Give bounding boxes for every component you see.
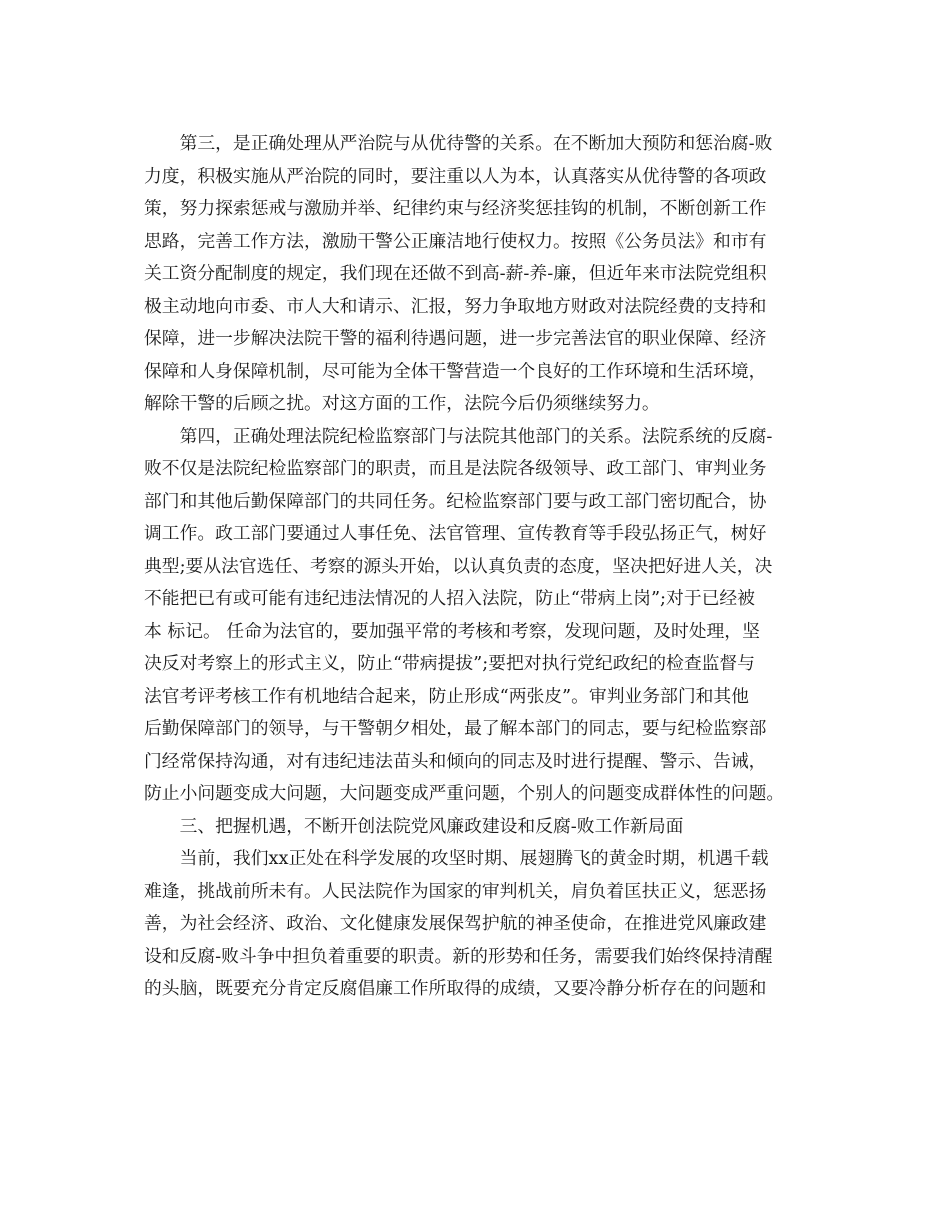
text-line-13: 调工作。政工部门要通过人事任免、法官管理、宣传教育等手段弘扬正气，树好	[144, 523, 767, 544]
text-line-18: 法官考评考核工作有机地结合起来，防止形成“两张皮”。审判业务部门和其他	[144, 685, 749, 707]
text-line-15: 不能把已有或可能有违纪违法情况的人招入法院，防止“带病上岗”;对于已经被	[144, 588, 755, 609]
text-line-2: 力度，积极实施从严治院的同时，要注重以人为本，认真落实从优待警的各项政	[144, 165, 767, 187]
text-line-24: 难逢，挑战前所未有。人民法院作为国家的审判机关，肩负着匡扶正义，惩恶扬	[144, 880, 767, 902]
text-line-16: 本 标记。 任命为法官的，要加强平常的考核和考察，发现问题，及时处理，坚	[144, 620, 760, 642]
text-line-21: 防止小问题变成大问题，大问题变成严重问题，个别人的问题变成群体性的问题。	[144, 783, 785, 804]
document-body	[144, 128, 804, 1006]
text-line-23: 当前，我们xx正处在科学发展的攻坚时期、展翅腾飞的黄金时期，机遇千载	[144, 848, 769, 869]
text-line-14: 典型;要从法官选任、考察的源头开始，以认真负责的态度，坚决把好进人关，决	[144, 555, 773, 577]
text-line-22: 三、把握机遇，不断开创法院党风廉政建设和反腐-败工作新局面	[144, 815, 684, 837]
text-line-3: 策，努力探索惩戒与激励并举、纪律约束与经济奖惩挂钩的机制，不断创新工作	[144, 198, 767, 219]
text-line-5: 关工资分配制度的规定，我们现在还做不到高-薪-养-廉，但近年来市法院党组积	[144, 263, 767, 284]
text-line-10: 第四，正确处理法院纪检监察部门与法院其他部门的关系。法院系统的反腐-	[144, 425, 773, 447]
text-line-4: 思路，完善工作方法，激励干警公正廉洁地行使权力。按照《公务员法》和市有	[144, 230, 767, 252]
text-line-12: 部门和其他后勤保障部门的共同任务。纪检监察部门要与政工部门密切配合，协	[144, 490, 767, 512]
text-line-11: 败不仅是法院纪检监察部门的职责，而且是法院各级领导、政工部门、审判业务	[144, 458, 767, 479]
text-line-9: 解除干警的后顾之扰。对这方面的工作，法院今后仍须继续努力。	[144, 393, 660, 414]
text-line-17: 决反对考察上的形式主义，防止“带病提拔”;要把对执行党纪政纪的检查监督与	[144, 653, 755, 674]
text-line-20: 门经常保持沟通，对有违纪违法苗头和倾向的同志及时进行提醒、警示、告诫，	[144, 750, 767, 772]
text-line-25: 善，为社会经济、政治、文化健康发展保驾护航的神圣使命，在推进党风廉政建	[144, 913, 767, 934]
text-line-8: 保障和人身保障机制，尽可能为全体干警营造一个良好的工作环境和生活环境，	[144, 360, 767, 382]
text-line-27: 的头脑，既要充分肯定反腐倡廉工作所取得的成绩，又要冷静分析存在的问题和	[144, 978, 767, 999]
text-line-7: 保障，进一步解决法院干警的福利待遇问题，进一步完善法官的职业保障、经济	[144, 328, 767, 349]
text-line-26: 设和反腐-败斗争中担负着重要的职责。新的形势和任务，需要我们始终保持清醒	[144, 945, 773, 967]
text-line-1: 第三，是正确处理从严治院与从优待警的关系。在不断加大预防和惩治腐-败	[144, 133, 773, 154]
text-line-6: 极主动地向市委、市人大和请示、汇报，努力争取地方财政对法院经费的支持和	[144, 295, 767, 317]
text-line-19: 后勤保障部门的领导，与干警朝夕相处，最了解本部门的同志，要与纪检监察部	[144, 718, 767, 739]
